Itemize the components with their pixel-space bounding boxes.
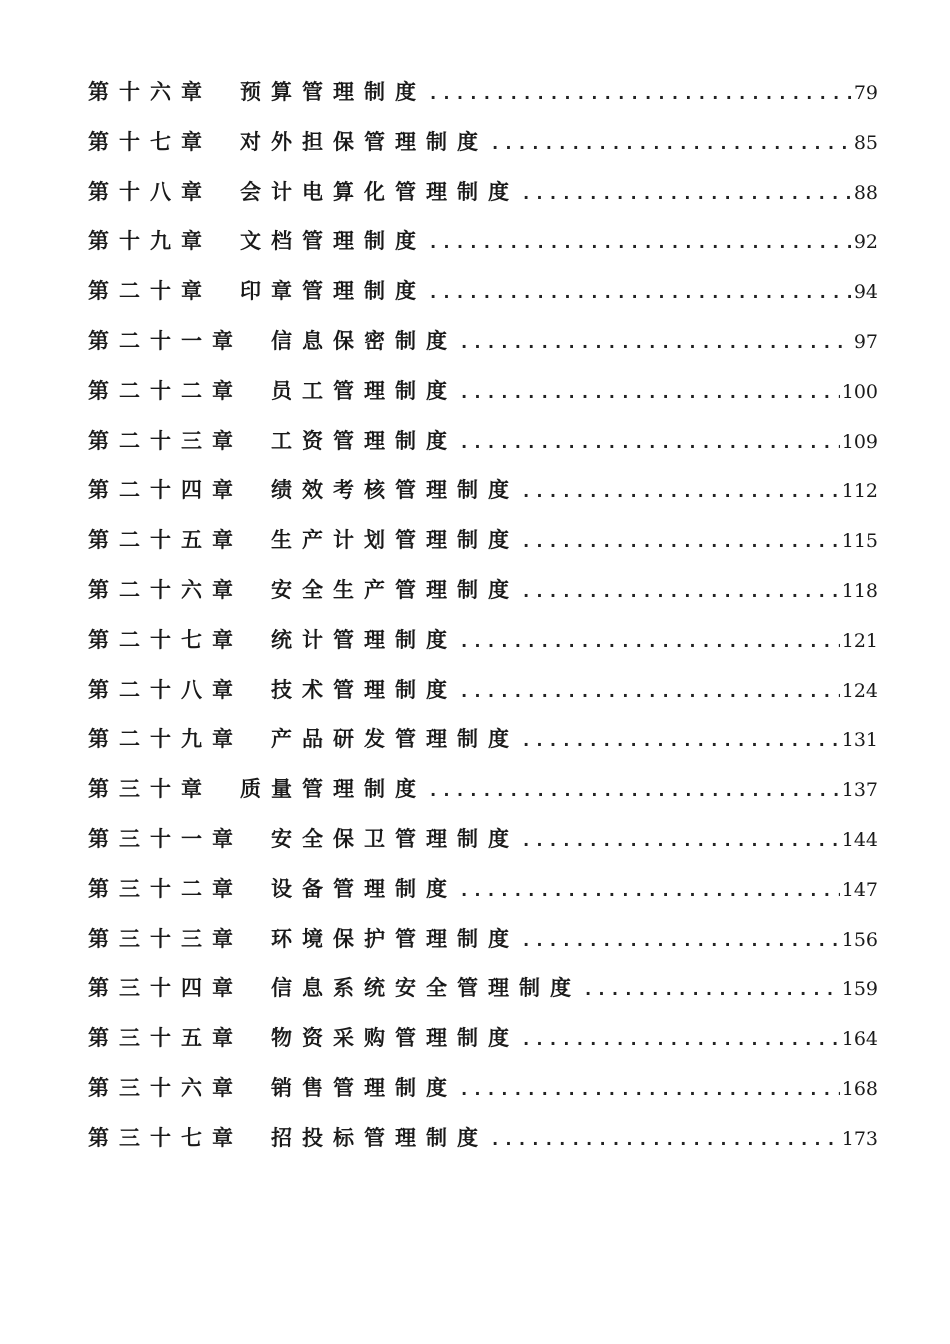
chapter-number: 第十七章 <box>88 128 212 154</box>
toc-entry[interactable] <box>88 972 878 1022</box>
toc-entry[interactable] <box>88 275 878 325</box>
page-number: 92 <box>853 231 878 254</box>
table-of-contents <box>88 76 878 1172</box>
page-number: 97 <box>853 330 878 353</box>
chapter-title: 产品研发管理制度 <box>271 726 519 752</box>
toc-entry[interactable] <box>88 126 878 176</box>
chapter-title: 质量管理制度 <box>240 776 426 802</box>
toc-entry[interactable] <box>88 1072 878 1122</box>
chapter-title: 会计电算化管理制度 <box>240 178 519 204</box>
page-number: 121 <box>841 629 878 652</box>
dot-leader <box>426 283 852 303</box>
chapter-number: 第三十五章 <box>88 1025 243 1051</box>
toc-entry[interactable] <box>88 1122 878 1172</box>
dot-leader <box>519 1030 840 1050</box>
dot-leader <box>519 582 840 602</box>
page-number: 94 <box>853 281 878 304</box>
chapter-title: 技术管理制度 <box>271 676 457 702</box>
chapter-title: 员工管理制度 <box>271 377 457 403</box>
dot-leader <box>426 233 852 253</box>
page-number: 159 <box>841 978 878 1001</box>
chapter-title: 安全生产管理制度 <box>271 576 519 602</box>
chapter-title: 文档管理制度 <box>240 228 426 254</box>
dot-leader <box>519 184 852 204</box>
dot-leader <box>488 134 852 154</box>
chapter-title: 印章管理制度 <box>240 278 426 304</box>
page-number: 144 <box>841 828 878 851</box>
chapter-title: 招投标管理制度 <box>271 1124 488 1150</box>
dot-leader <box>457 1080 840 1100</box>
chapter-number: 第二十章 <box>88 278 212 304</box>
chapter-number: 第三十章 <box>88 776 212 802</box>
toc-entry[interactable] <box>88 723 878 773</box>
page-number: 115 <box>841 530 878 553</box>
page-number: 131 <box>841 729 878 752</box>
page-number: 79 <box>853 82 878 104</box>
chapter-title: 信息系统安全管理制度 <box>271 975 581 1001</box>
dot-leader <box>426 84 852 104</box>
dot-leader <box>457 433 840 453</box>
chapter-title: 统计管理制度 <box>271 626 457 652</box>
chapter-number: 第二十三章 <box>88 427 243 453</box>
toc-entry[interactable] <box>88 624 878 674</box>
toc-entry[interactable] <box>88 524 878 574</box>
chapter-number: 第二十四章 <box>88 477 243 503</box>
page-number: 109 <box>841 430 878 453</box>
chapter-title: 预算管理制度 <box>240 79 426 104</box>
chapter-number: 第二十六章 <box>88 576 243 602</box>
chapter-number: 第二十五章 <box>88 527 243 553</box>
chapter-title: 绩效考核管理制度 <box>271 477 519 503</box>
toc-entry[interactable] <box>88 773 878 823</box>
toc-entry[interactable] <box>88 375 878 425</box>
toc-entry[interactable] <box>88 474 878 524</box>
page-number: 173 <box>841 1127 878 1150</box>
dot-leader <box>457 682 840 702</box>
chapter-title: 生产计划管理制度 <box>271 527 519 553</box>
page-number: 118 <box>841 579 878 602</box>
dot-leader <box>519 731 840 751</box>
chapter-number: 第二十八章 <box>88 676 243 702</box>
dot-leader <box>426 781 840 801</box>
page-number: 164 <box>841 1028 878 1051</box>
dot-leader <box>519 482 840 502</box>
page-number: 112 <box>841 480 878 503</box>
page-number: 88 <box>853 181 878 204</box>
toc-entry[interactable] <box>88 574 878 624</box>
chapter-number: 第十九章 <box>88 228 212 254</box>
page-number: 137 <box>841 779 878 802</box>
toc-entry[interactable] <box>88 325 878 375</box>
chapter-number: 第十八章 <box>88 178 212 204</box>
chapter-title: 物资采购管理制度 <box>271 1025 519 1051</box>
dot-leader <box>519 532 840 552</box>
chapter-title: 销售管理制度 <box>271 1074 457 1100</box>
dot-leader <box>519 831 840 851</box>
page-number: 156 <box>841 928 878 951</box>
toc-entry[interactable] <box>88 674 878 724</box>
page-number: 85 <box>853 131 878 154</box>
toc-entry[interactable] <box>88 1022 878 1072</box>
page-number: 124 <box>841 679 878 702</box>
page-number: 168 <box>841 1077 878 1100</box>
chapter-number: 第三十六章 <box>88 1074 243 1100</box>
chapter-number: 第十六章 <box>88 79 212 104</box>
chapter-number: 第三十二章 <box>88 875 243 901</box>
dot-leader <box>457 881 840 901</box>
dot-leader <box>581 980 840 1000</box>
dot-leader <box>519 931 840 951</box>
chapter-number: 第三十三章 <box>88 925 243 951</box>
page-number: 147 <box>841 878 878 901</box>
dot-leader <box>457 383 840 403</box>
chapter-title: 安全保卫管理制度 <box>271 825 519 851</box>
dot-leader <box>488 1130 840 1150</box>
chapter-number: 第二十一章 <box>88 327 243 353</box>
toc-entry[interactable] <box>88 76 878 126</box>
chapter-title: 对外担保管理制度 <box>240 128 488 154</box>
page-number: 100 <box>841 380 878 403</box>
toc-entry[interactable] <box>88 425 878 475</box>
chapter-title: 设备管理制度 <box>271 875 457 901</box>
toc-entry[interactable] <box>88 225 878 275</box>
toc-entry[interactable] <box>88 176 878 226</box>
chapter-number: 第三十七章 <box>88 1124 243 1150</box>
chapter-number: 第二十九章 <box>88 726 243 752</box>
chapter-number: 第二十二章 <box>88 377 243 403</box>
chapter-number: 第二十七章 <box>88 626 243 652</box>
chapter-number: 第三十四章 <box>88 975 243 1001</box>
chapter-title: 信息保密制度 <box>271 327 457 353</box>
toc-entry[interactable] <box>88 823 878 873</box>
chapter-title: 环境保护管理制度 <box>271 925 519 951</box>
dot-leader <box>457 632 840 652</box>
toc-entry[interactable] <box>88 873 878 923</box>
chapter-number: 第三十一章 <box>88 825 243 851</box>
toc-entry[interactable] <box>88 923 878 973</box>
dot-leader <box>457 333 852 353</box>
chapter-title: 工资管理制度 <box>271 427 457 453</box>
